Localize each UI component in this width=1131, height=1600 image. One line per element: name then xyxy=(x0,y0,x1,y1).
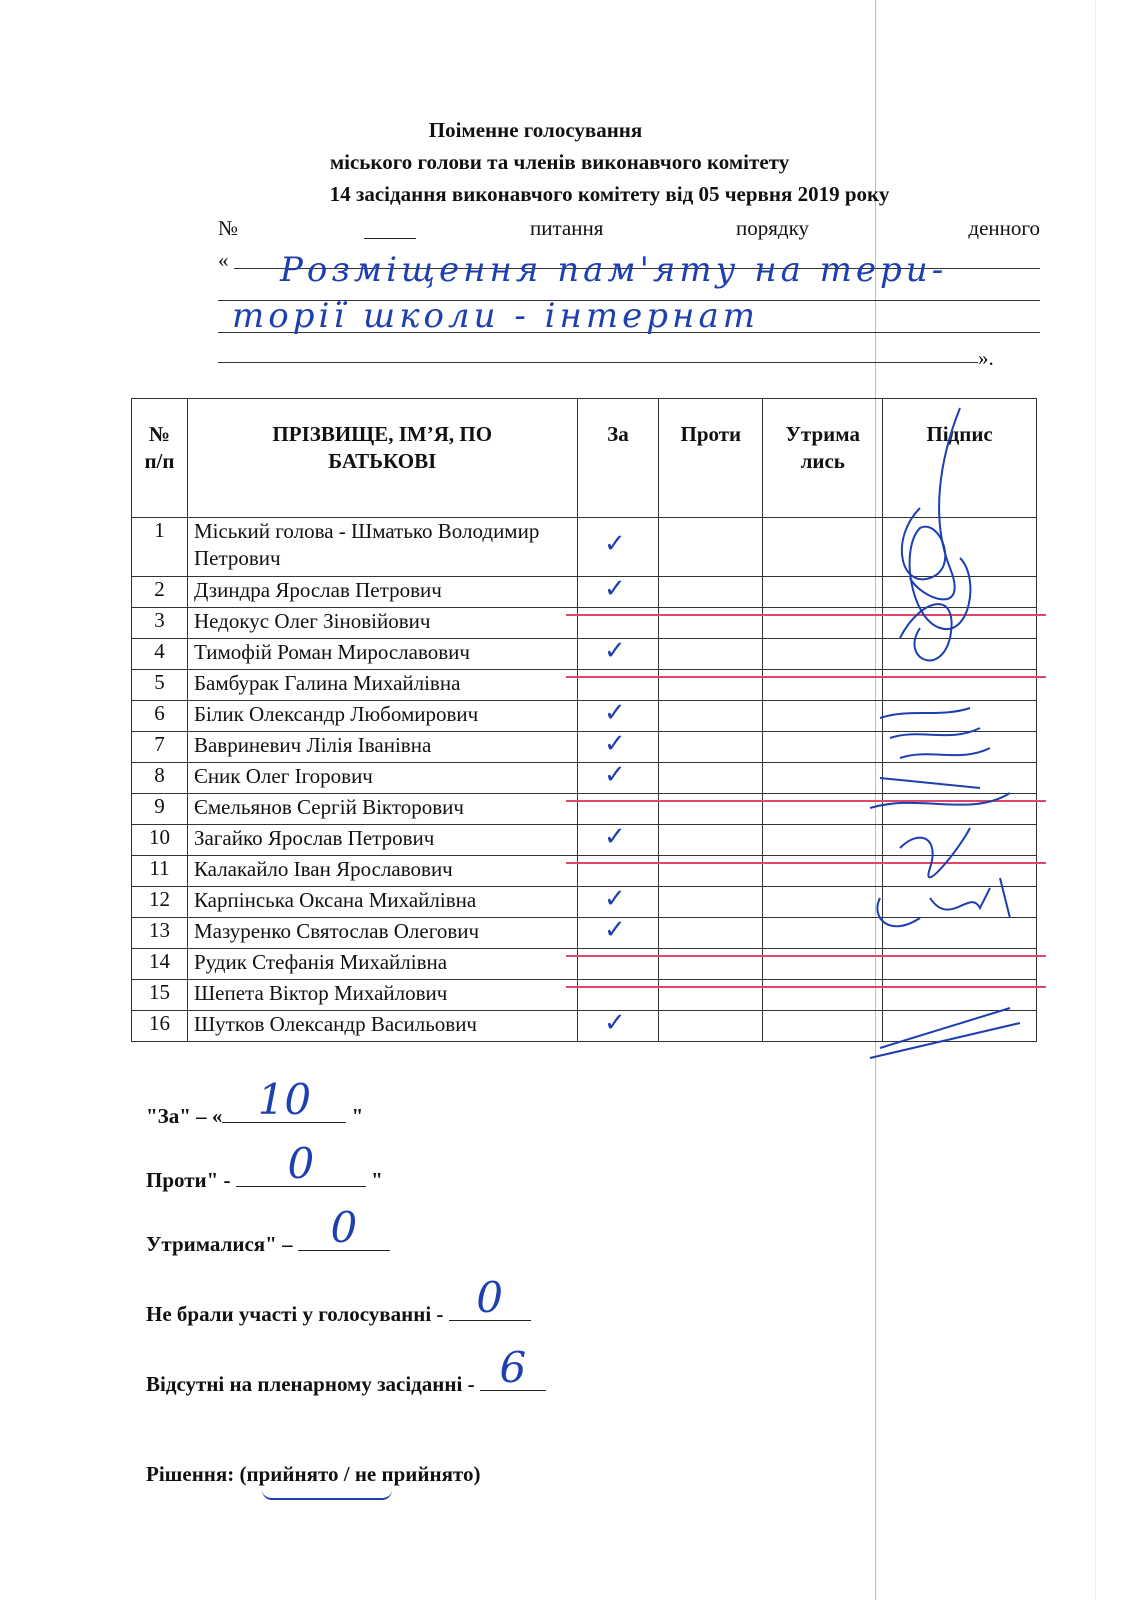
open-quote: « xyxy=(218,248,229,272)
header-name: ПРІЗВИЩЕ, ІМ’Я, ПО БАТЬКОВІ xyxy=(187,399,577,518)
decision-underline xyxy=(262,1490,392,1500)
member-name: Єник Олег Ігорович xyxy=(187,763,577,794)
vote-tick: ✓ xyxy=(604,915,626,945)
cell-against xyxy=(659,887,763,918)
total-against-value: 0 xyxy=(287,1139,315,1188)
title-line-3: 14 засідання виконавчого комітету від 05 червня 2019 року xyxy=(329,182,890,206)
member-name: Міський голова - Шматько Володимир Петрович xyxy=(187,518,577,577)
cell-against xyxy=(659,1011,763,1042)
member-name: Загайко Ярослав Петрович xyxy=(187,825,577,856)
vote-tick: ✓ xyxy=(604,822,626,852)
row-number: 2 xyxy=(132,577,188,608)
total-against: Проти" - 0 " xyxy=(146,1139,383,1192)
row-number: 10 xyxy=(132,825,188,856)
cell-against xyxy=(659,763,763,794)
cell-against xyxy=(659,825,763,856)
member-name: Рудик Стефанія Михайлівна xyxy=(187,949,577,980)
cell-against xyxy=(659,918,763,949)
row-number: 14 xyxy=(132,949,188,980)
header-abstained: Утрима лись xyxy=(763,399,883,518)
member-name: Білик Олександр Любомирович xyxy=(187,701,577,732)
row-number: 8 xyxy=(132,763,188,794)
cell-for xyxy=(577,949,659,980)
member-name: Бамбурак Галина Михайлівна xyxy=(187,670,577,701)
decision-line: Рішення: (прийнято / не прийнято) xyxy=(146,1462,481,1486)
member-name: Карпінська Оксана Михайлівна xyxy=(187,887,577,918)
title-line-1: Поіменне голосування xyxy=(428,118,643,142)
handwritten-question-line-2: торії школи - інтернат xyxy=(232,296,759,336)
vote-tick: ✓ xyxy=(604,636,626,666)
question-word: порядку xyxy=(736,216,809,240)
total-absent-value: 6 xyxy=(499,1343,527,1392)
question-blank-line xyxy=(218,362,978,363)
signatures-image xyxy=(860,398,1060,1078)
vote-tick: ✓ xyxy=(604,574,626,604)
total-abstained-value: 0 xyxy=(330,1203,358,1252)
row-number: 6 xyxy=(132,701,188,732)
title-line-2: міського голови та членів виконавчого комітету xyxy=(329,150,790,174)
member-name: Вавриневич Лілія Іванівна xyxy=(187,732,577,763)
vote-tick: ✓ xyxy=(604,884,626,914)
member-name: Тимофій Роман Мирославович xyxy=(187,639,577,670)
cell-against xyxy=(659,577,763,608)
cell-against xyxy=(659,949,763,980)
total-absent: Відсутні на пленарному засіданні - 6 xyxy=(146,1368,546,1397)
vote-tick: ✓ xyxy=(604,529,626,559)
row-number: 12 xyxy=(132,887,188,918)
cell-against xyxy=(659,608,763,639)
cell-against xyxy=(659,670,763,701)
vote-tick: ✓ xyxy=(604,729,626,759)
member-name: Недокус Олег Зіновійович xyxy=(187,608,577,639)
cell-against xyxy=(659,701,763,732)
vote-tick: ✓ xyxy=(604,1008,626,1038)
cell-for xyxy=(577,980,659,1011)
row-number: 11 xyxy=(132,856,188,887)
header-signature: Підпис xyxy=(883,399,1037,518)
cell-against xyxy=(659,639,763,670)
vote-tick: ✓ xyxy=(604,698,626,728)
total-for-value: 10 xyxy=(257,1075,312,1124)
member-name: Ємельянов Сергій Вікторович xyxy=(187,794,577,825)
question-number-label: № xyxy=(218,216,239,240)
row-number: 15 xyxy=(132,980,188,1011)
row-number: 7 xyxy=(132,732,188,763)
cell-against xyxy=(659,732,763,763)
cell-for xyxy=(577,608,659,639)
cell-for xyxy=(577,794,659,825)
row-number: 1 xyxy=(132,518,188,577)
row-number: 3 xyxy=(132,608,188,639)
header-against: Проти xyxy=(659,399,763,518)
total-not-voted: Не брали участі у голосуванні - 0 xyxy=(146,1298,531,1327)
cell-against xyxy=(659,980,763,1011)
member-name: Калакайло Іван Ярославович xyxy=(187,856,577,887)
header-number: № п/п xyxy=(132,399,188,518)
member-name: Мазуренко Святослав Олегович xyxy=(187,918,577,949)
member-name: Дзиндра Ярослав Петрович xyxy=(187,577,577,608)
question-word: питання xyxy=(530,216,604,240)
member-name: Шепета Віктор Михайлович xyxy=(187,980,577,1011)
header-for: За xyxy=(577,399,659,518)
question-number-blank xyxy=(364,238,416,239)
vote-tick: ✓ xyxy=(604,760,626,790)
question-word: денного xyxy=(968,216,1040,240)
cell-against xyxy=(659,794,763,825)
cell-against xyxy=(659,518,763,577)
cell-for xyxy=(577,670,659,701)
total-not-voted-value: 0 xyxy=(476,1273,504,1322)
close-quote: ». xyxy=(978,346,994,370)
member-name: Шутков Олександр Васильович xyxy=(187,1011,577,1042)
row-number: 4 xyxy=(132,639,188,670)
total-for: "За" – « 10 " xyxy=(146,1075,364,1128)
row-number: 9 xyxy=(132,794,188,825)
margin-rule xyxy=(1095,0,1096,1600)
row-number: 5 xyxy=(132,670,188,701)
handwritten-question-line-1: Розміщення пам'яту на тери- xyxy=(280,250,948,290)
row-number: 16 xyxy=(132,1011,188,1042)
row-number: 13 xyxy=(132,918,188,949)
total-abstained: Утрималися" – 0 xyxy=(146,1228,390,1257)
cell-against xyxy=(659,856,763,887)
decision-text: (прийнято / не прийнято) xyxy=(239,1462,481,1486)
cell-for xyxy=(577,856,659,887)
